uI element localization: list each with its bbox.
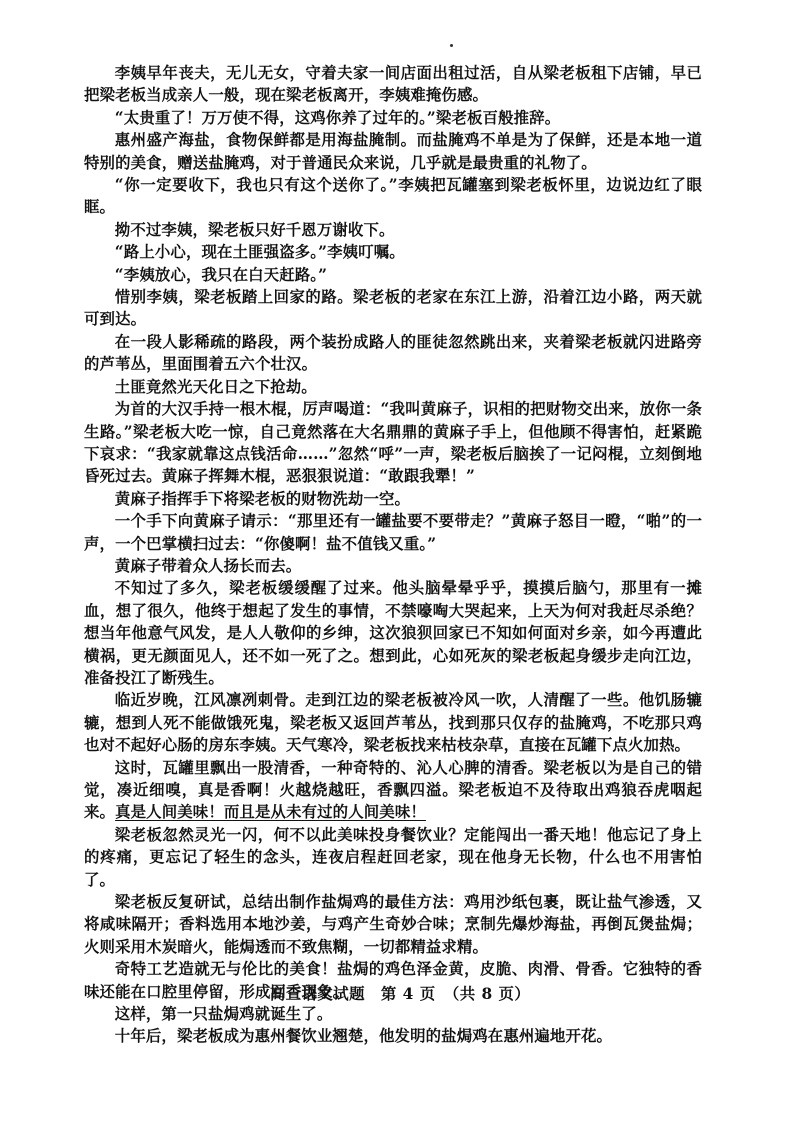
paragraph: “太贵重了！万万使不得，这鸡你养了过年的。”梁老板百般推辞。	[114, 108, 561, 127]
paragraph: “你一定要收下，我也只有这个送你了。”李姨把瓦罐塞到梁老板怀里，边说边红了眼眶。	[84, 176, 702, 217]
paragraph: 土匪竟然光天化日之下抢劫。	[114, 377, 317, 396]
article-body	[84, 62, 702, 1048]
paragraph: 梁老板忽然灵光一闪，何不以此美味投身餐饮业？定能闯出一番天地！他忘记了身上的疼痛，更忘记了轻生的念头，连夜启程赶回老家，现在他身无长物，什么也不用害怕了。	[84, 825, 702, 889]
paragraph: “路上小心，现在土匪强盗多。”李姨叮嘱。	[114, 243, 405, 262]
paragraph: 不知过了多久，梁老板缓缓醒了过来。他头脑晕晕乎乎，摸摸后脑勺，那里有一摊血，想了很久，他终于想起了发生的事情，不禁嚎啕大哭起来，上天为何对我赶尽杀绝？想当年他意气风发，是人人敬仰的乡绅，这次狼狈回家已不知如何面对乡亲，如今再遭此横祸，更无颜面见人，还不如一死了之。想到此，心如死灰的梁老板起身缓步走向江边，准备投江了断残生。	[84, 579, 702, 687]
paragraph: 惜别李姨，梁老板踏上回家的路。梁老板的老家在东江上游，沿着江边小路，两天就可到达。	[84, 288, 702, 329]
scan-speck	[450, 44, 453, 47]
paragraph: 这时，瓦罐里飘出一股清香，一种奇特的、沁人心脾的清香。梁老板以为是自己的错觉，凑近细嗅，真是香啊！火越烧越旺，香飘四溢。梁老板迫不及待取出鸡狼吞虎咽起来。真是人间美味！而且是从未有过的人间美味！	[84, 758, 702, 822]
paragraph: 拗不过李姨，梁老板只好千恩万谢收下。	[114, 220, 395, 239]
paragraph: 黄麻子带着众人扬长而去。	[114, 556, 302, 575]
paragraph: 李姨早年丧夫，无儿无女，守着夫家一间店面出租过活，自从梁老板租下店铺，早已把梁老板当成亲人一般，现在梁老板离开，李姨难掩伤感。	[84, 64, 702, 105]
paragraph: 为首的大汉手持一根木棍，厉声喝道：“我叫黄麻子，识相的把财物交出来，放你一条生路。”梁老板大吃一惊，自己竟然落在大名鼎鼎的黄麻子手上，但他顾不得害怕，赶紧跪下哀求：“我家就靠这点钱活命……”忽然“呼”一声，梁老板后脑挨了一记闷棍，立刻倒地昏死过去。黄麻子挥舞木棍，恶狠狠说道：“敢跟我犟！”	[84, 400, 702, 486]
paragraph: 十年后，梁老板成为惠州餐饮业翘楚，他发明的盐焗鸡在惠州遍地开花。	[114, 1027, 613, 1046]
paragraph: 惠州盛产海盐，食物保鲜都是用海盐腌制。而盐腌鸡不单是为了保鲜，还是本地一道特别的美食，赠送盐腌鸡，对于普通民众来说，几乎就是最贵重的礼物了。	[84, 131, 702, 172]
paragraph: 在一段人影稀疏的路段，两个装扮成路人的匪徒忽然跳出来，夹着梁老板就闪进路旁的芦苇丛，里面围着五六个壮汉。	[84, 332, 702, 374]
page-footer: 高三语文试题 第 4 页 （共 8 页）	[269, 985, 531, 1003]
paragraph: 这样，第一只盐焗鸡就诞生了。	[114, 1005, 333, 1024]
paragraph: 黄麻子指挥手下将梁老板的财物洗劫一空。	[114, 489, 411, 508]
paragraph: 奇特工艺造就无与伦比的美食！盐焗的鸡色泽金黄，皮脆、肉滑、骨香。它独特的香味还能在口腔里停留，形成回香现象。	[84, 960, 702, 1001]
paragraph: 一个手下向黄麻子请示：“那里还有一罐盐要不要带走？”黄麻子怒目一瞪，“啪”的一声，一个巴掌横扫过去：“你傻啊！盐不值钱又重。”	[84, 512, 702, 553]
underlined-sentence: 真是人间美味！而且是从未有过的人间美味！	[115, 803, 426, 822]
paragraph: 梁老板反复研试，总结出制作盐焗鸡的最佳方法：鸡用沙纸包裹，既让盐气渗透，又将咸味隔开；香料选用本地沙姜，与鸡产生奇妙合味；烹制先爆炒海盐，再倒瓦煲盐焗；火则采用木炭暗火，能焗透而不致焦糊，一切都精益求精。	[84, 893, 702, 956]
paragraph: 临近岁晚，江风凛冽刺骨。走到江边的梁老板被冷风一吹，人清醒了一些。他饥肠辘辘，想到人死不能做饿死鬼，梁老板又返回芦苇丛，找到那只仅存的盐腌鸡，不吃那只鸡也对不起好心肠的房东李姨。天气寒冷，梁老板找来枯枝杂草，直接在瓦罐下点火加热。	[84, 691, 702, 755]
paragraph: “李姨放心，我只在白天赶路。”	[114, 265, 328, 284]
